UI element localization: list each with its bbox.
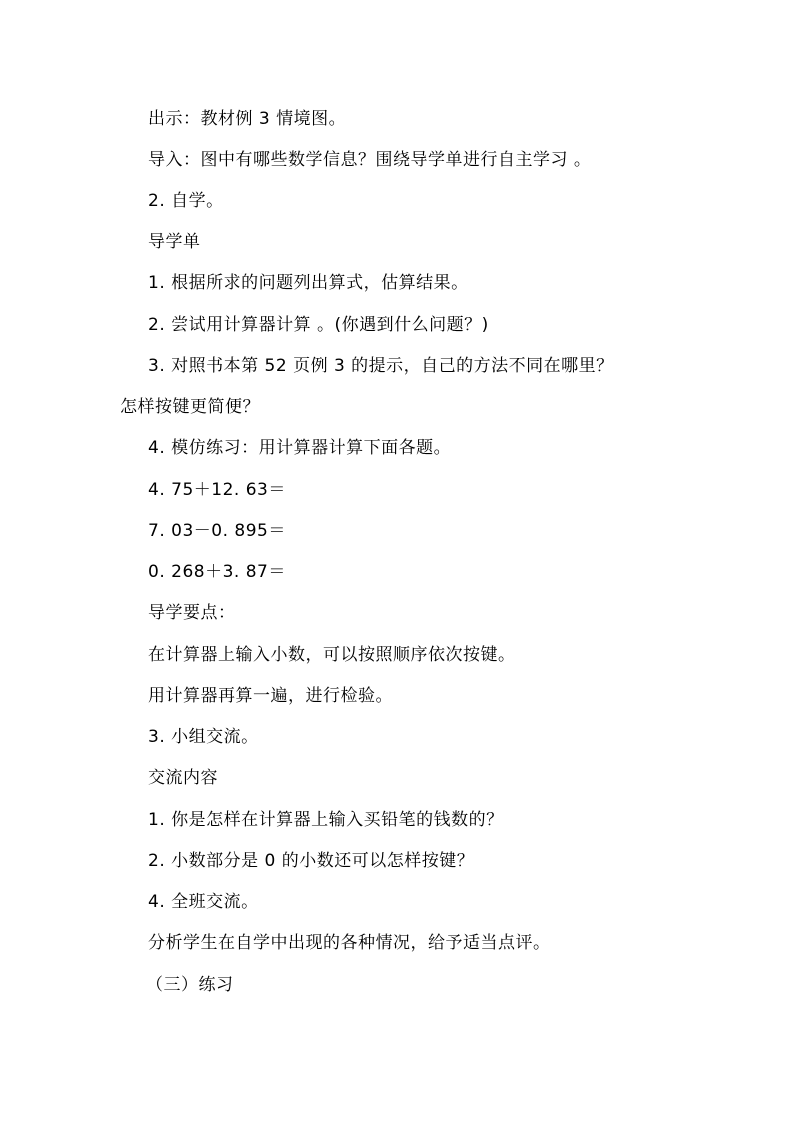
math-exercise: 0. 268＋3. 87＝ (148, 562, 286, 582)
text-line: 用计算器再算一遍，进行检验。 (148, 686, 393, 706)
math-exercise: 7. 03－0. 895＝ (148, 521, 286, 541)
section-heading: 2. 自学。 (148, 191, 224, 211)
list-item: 2. 尝试用计算器计算 。(你遇到什么问题？) (148, 315, 489, 335)
text-line: 导学单 (148, 232, 201, 252)
text-line: 导学要点： (148, 603, 236, 623)
list-item: 1. 你是怎样在计算器上输入买铅笔的钱数的？ (148, 810, 504, 830)
section-heading: （三）练习 (146, 975, 234, 995)
list-item: 1. 根据所求的问题列出算式，估算结果。 (148, 273, 469, 293)
section-heading: 3. 小组交流。 (148, 727, 259, 747)
math-exercise: 4. 75＋12. 63＝ (148, 480, 286, 500)
section-heading: 4. 全班交流。 (148, 892, 259, 912)
text-line: 交流内容 (148, 768, 218, 788)
text-line: 在计算器上输入小数，可以按照顺序依次按键。 (148, 645, 516, 665)
list-item-continuation: 怎样按键更简便？ (120, 397, 260, 417)
text-line: 分析学生在自学中出现的各种情况，给予适当点评。 (148, 933, 551, 953)
list-item: 2. 小数部分是 0 的小数还可以怎样按键？ (148, 851, 475, 871)
text-line: 出示：教材例 3 情境图。 (148, 109, 347, 129)
list-item: 4. 模仿练习：用计算器计算下面各题。 (148, 438, 452, 458)
text-line: 导入：图中有哪些数学信息？围绕导学单进行自主学习 。 (148, 150, 592, 170)
list-item: 3. 对照书本第 52 页例 3 的提示，自己的方法不同在哪里？ (148, 356, 614, 376)
